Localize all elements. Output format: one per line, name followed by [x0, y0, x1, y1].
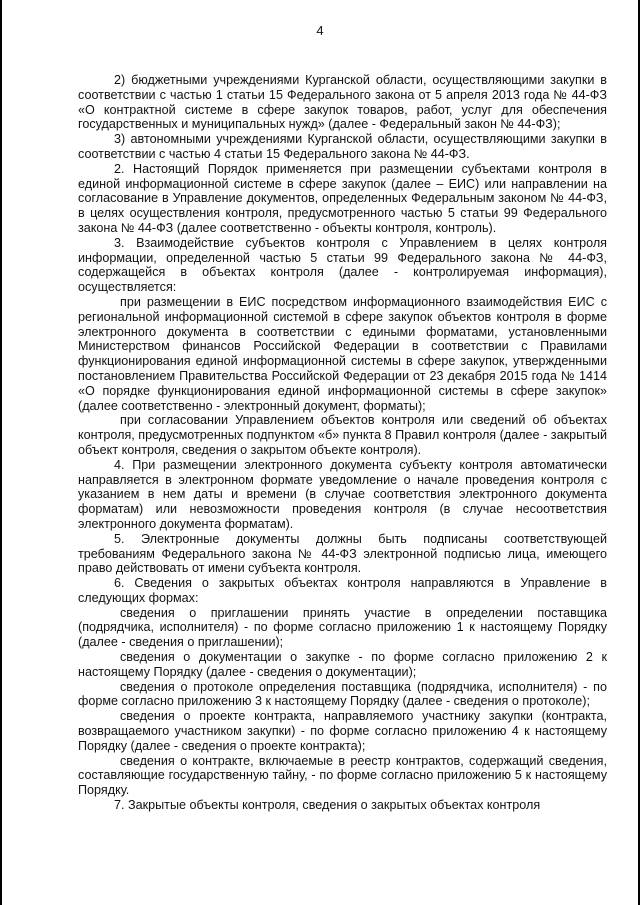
paragraph-item-3: 3) автономными учреждениями Курганской области, осуществляющими закупки в соответствии с частью 4 статьи 15 Федерального закона № 44-ФЗ.: [78, 132, 607, 161]
paragraph-documentation-info: сведения о документации о закупке - по форме согласно приложению 2 к настоящему Порядку (далее - сведения о документации);: [78, 650, 607, 679]
paragraph-protocol-info: сведения о протоколе определения поставщика (подрядчика, исполнителя) - по форме согласно приложению 3 к настоящему Порядку (далее - сведения о протоколе);: [78, 679, 607, 709]
paragraph-clause-6: 6. Сведения о закрытых объектах контроля направляются в Управление в следующих формах:: [78, 576, 607, 605]
page-number: 4: [316, 23, 324, 38]
paragraph-clause-2: 2. Настоящий Порядок применяется при размещении субъектами контроля в единой информационной системе в сфере закупок (далее – ЕИС) или направлении на согласование в Управление документов, определенных Федеральным законом № 44-ФЗ, в целях осуществления контроля, предусмотренного частью 5 статьи 99 Федерального закона № 44-ФЗ (далее соответственно - объекты контроля, контроль).: [78, 161, 607, 235]
paragraph-clause-7: 7. Закрытые объекты контроля, сведения о закрытых объектах контроля: [114, 798, 541, 813]
paragraph-item-2: 2) бюджетными учреждениями Курганской области, осуществляющими закупки в соответствии с частью 1 статьи 15 Федерального закона от 5 апреля 2013 года № 44-ФЗ «О контрактной системе в сфере закупок товаров, работ, услуг для обеспечения государственных и муниципальных нужд» (далее - Федеральный закон № 44-ФЗ);: [78, 73, 607, 132]
paragraph-invitation-info: сведения о приглашении принять участие в определении поставщика (подрядчика, исполнителя) - по форме согласно приложению 1 к настоящему Порядку (далее - сведения о приглашении);: [78, 605, 607, 650]
scan-left-edge: [0, 0, 2, 905]
paragraph-contract-info: сведения о контракте, включаемые в реестр контрактов, содержащий сведения, составляющие государственную тайну, - по форме согласно приложению 5 к настоящему Порядку.: [78, 753, 607, 798]
paragraph-approval: при согласовании Управлением объектов контроля или сведений об объектах контроля, предусмотренных подпунктом «б» пункта 8 Правил контроля (далее - закрытый объект контроля, сведения о закрытом объекте контроля).: [78, 413, 607, 457]
paragraph-clause-3: 3. Взаимодействие субъектов контроля с Управлением в целях контроля информации, определенной частью 5 статьи 99 Федерального закона № 44-ФЗ, содержащейся в объектах контроля (далее - контролируемая информация), осуществляется:: [78, 235, 607, 295]
paragraph-clause-4: 4. При размещении электронного документа субъекту контроля автоматически направляется в электронном формате уведомление о начале проведения контроля с указанием в нем даты и времени (в случае соответствия электронного документа форматам) или невозможности проведения контроля (в случае несоответствия электронного документа форматам).: [78, 457, 607, 531]
paragraph-contract-draft-info: сведения о проекте контракта, направляемого участнику закупки (контракта, возвращаемого участником закупки) - по форме согласно приложению 4 к настоящему Порядку (далее - сведения о проекте контракта);: [78, 709, 607, 753]
document-body: [78, 73, 607, 813]
paragraph-eis-placement: при размещении в ЕИС посредством информационного взаимодействия ЕИС с региональной информационной системой в сфере закупок объектов контроля в форме электронного документа в соответствии с едиными форматами, установленными Министерством финансов Российской Федерации в соответствии с Правилами функционирования единой информационной системы в сфере закупок, утвержденными постановлением Правительства Российской Федерации от 23 декабря 2015 года № 1414 «О порядке функционирования единой информационной системы в сфере закупок» (далее соответственно - электронный документ, форматы);: [78, 294, 607, 413]
paragraph-clause-5: 5. Электронные документы должны быть подписаны соответствующей требованиям Федерального закона № 44-ФЗ электронной подписью лица, имеющего право действовать от имени субъекта контроля.: [78, 531, 607, 576]
